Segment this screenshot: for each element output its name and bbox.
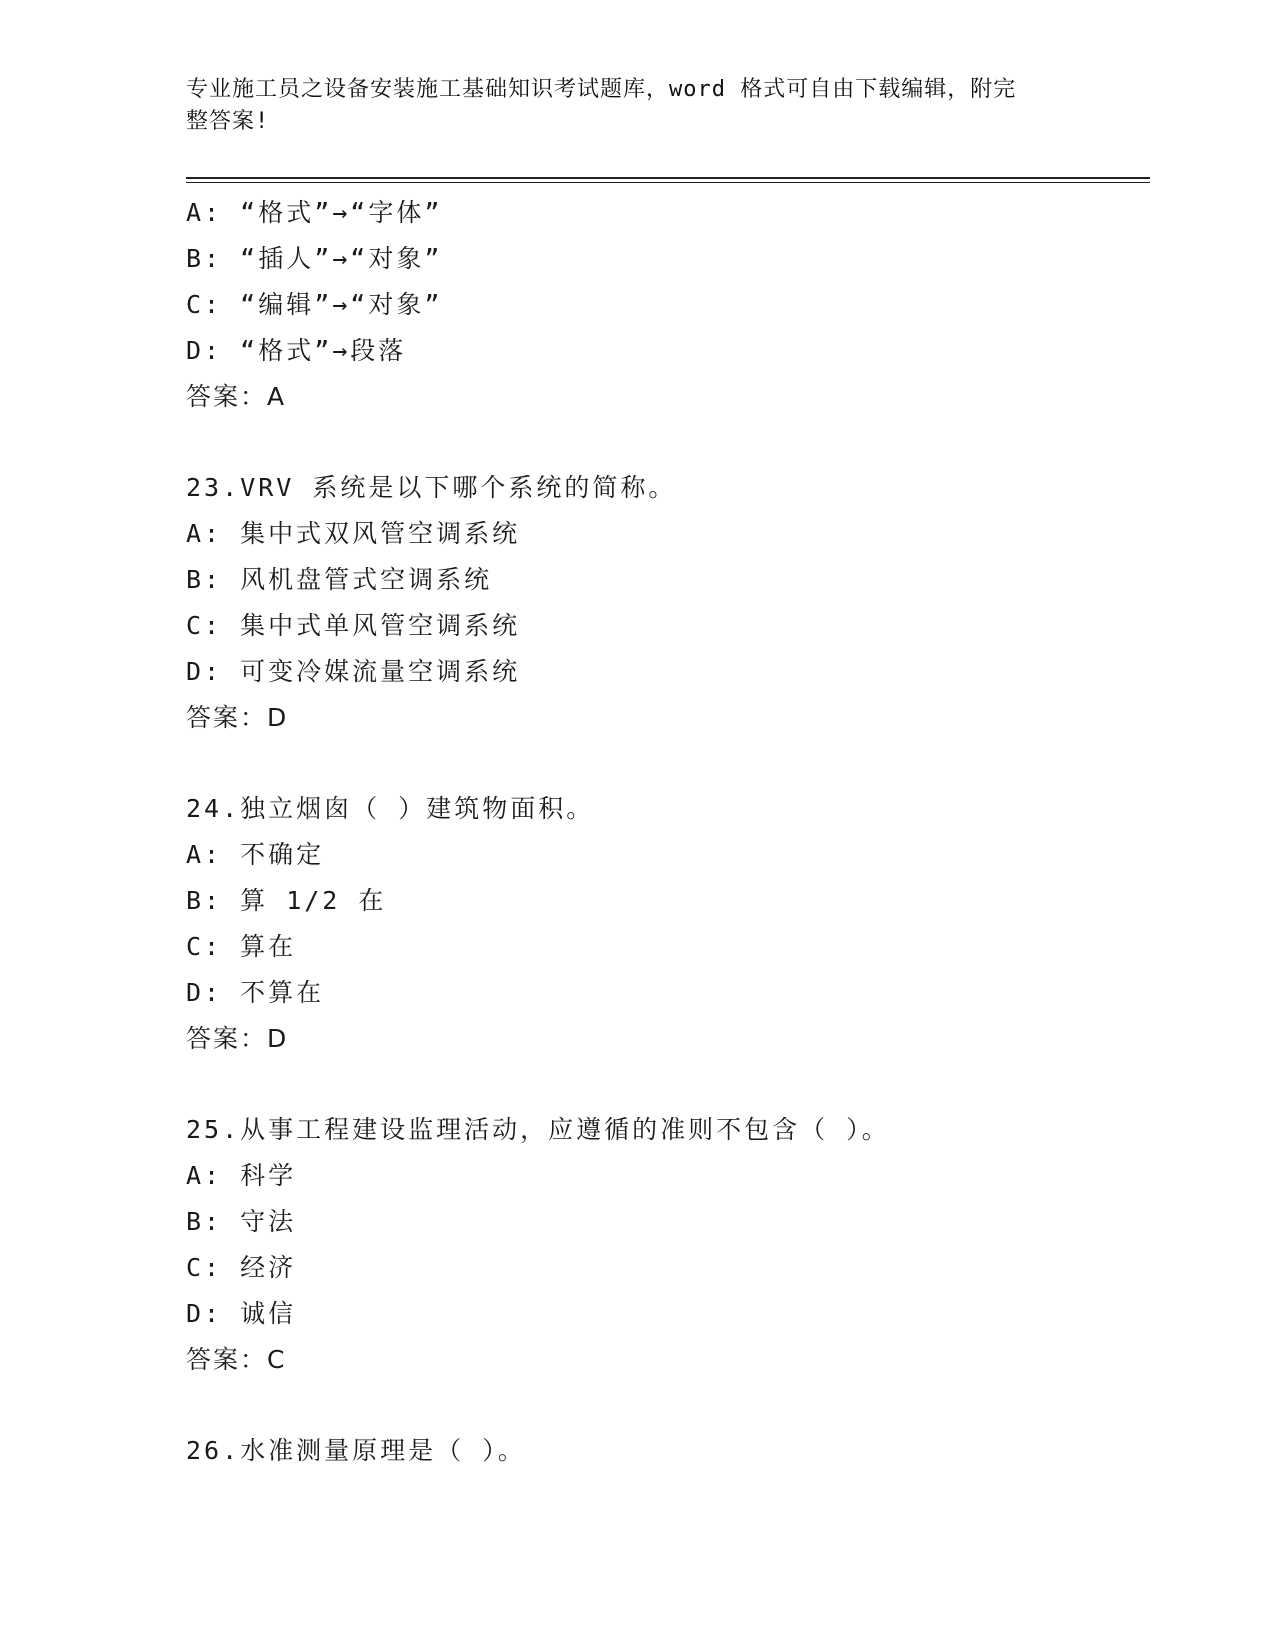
option-a: A: “格式”→“字体” (186, 198, 443, 227)
question-23-block (186, 465, 1146, 741)
option-c: C: “编辑”→“对象” (186, 290, 443, 319)
question-25-block (186, 1107, 1146, 1383)
question-22-block (186, 190, 1146, 420)
question-26-block (186, 1428, 1146, 1474)
option-d: D: 诚信 (186, 1299, 297, 1328)
header-line-1: 专业施工员之设备安装施工基础知识考试题库，word 格式可自由下载编辑，附完 (186, 77, 1017, 102)
question-24-block (186, 786, 1146, 1062)
option-a: A: 不确定 (186, 840, 325, 869)
question-text: 25.从事工程建设监理活动，应遵循的准则不包含（ ）。 (186, 1115, 890, 1144)
answer-line: 答案：A (186, 382, 287, 411)
question-text: 23.VRV 系统是以下哪个系统的简称。 (186, 473, 677, 502)
option-c: C: 集中式单风管空调系统 (186, 611, 521, 640)
option-a: A: 科学 (186, 1161, 297, 1190)
option-d: D: 不算在 (186, 978, 325, 1007)
option-b: B: 风机盘管式空调系统 (186, 565, 493, 594)
option-c: C: 经济 (186, 1253, 297, 1282)
question-text: 24.独立烟囱（ ）建筑物面积。 (186, 794, 595, 823)
header-line-2: 整答案! (186, 109, 270, 134)
option-d: D: “格式”→段落 (186, 336, 407, 365)
answer-line: 答案：D (186, 1024, 289, 1053)
answer-line: 答案：C (186, 1345, 287, 1374)
question-text: 26.水准测量原理是（ ）。 (186, 1436, 526, 1465)
option-b: B: 守法 (186, 1207, 297, 1236)
document-header (186, 74, 1066, 138)
spacer (186, 1383, 1146, 1428)
answer-line: 答案：D (186, 703, 289, 732)
spacer (186, 741, 1146, 786)
option-b: B: “插人”→“对象” (186, 244, 443, 273)
spacer (186, 420, 1146, 465)
header-divider (186, 177, 1150, 183)
option-c: C: 算在 (186, 932, 297, 961)
spacer (186, 1062, 1146, 1107)
option-a: A: 集中式双风管空调系统 (186, 519, 521, 548)
option-d: D: 可变冷媒流量空调系统 (186, 657, 521, 686)
document-body (186, 190, 1146, 1474)
option-b: B: 算 1/2 在 (186, 886, 387, 915)
